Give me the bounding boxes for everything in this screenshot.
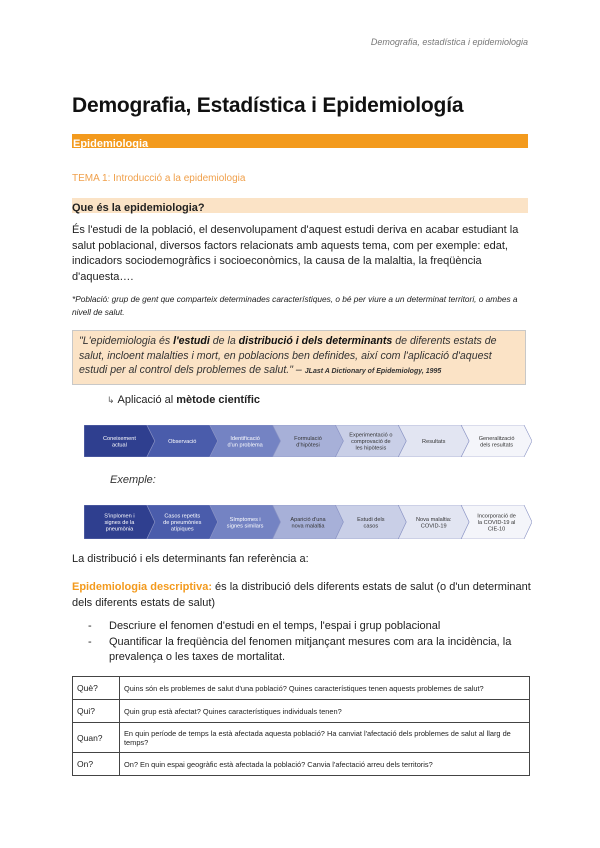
flow-step-label: Formulació d'hipòtesi — [294, 435, 322, 449]
definition-quote — [72, 330, 526, 385]
apl-text: Aplicació al — [117, 394, 177, 406]
list-item — [88, 619, 528, 635]
example-label: Exemple: — [110, 474, 156, 486]
flow-step-label: Resultats — [422, 439, 446, 445]
flow-step-label: Casos repetits de pneumònies atípiques — [163, 513, 202, 533]
return-arrow-icon: ↳ — [107, 395, 115, 405]
descriptive-text: és la distribució dels diferents estats de salut (o d'un determinant dels diferents estats de salut) — [72, 581, 531, 609]
flow-step-label: Estudi dels casos — [357, 516, 385, 530]
quote-text-2: de la — [209, 335, 239, 347]
intro-paragraph: És l'estudi de la població, el desenvolupament d'aquest estudi deriva en acabar estudiant la salut poblacional, diversos factors relacionats amb aquests tema, com per exemple: edat, indicadors sociodemogràfics i socioeconòmics, la causa de la malaltia, la freqüència d'aquesta…. — [72, 224, 519, 283]
flow-step-label: Identificació d'un problema — [227, 435, 263, 449]
apl-bold: mètode científic — [176, 394, 260, 406]
table-row — [73, 753, 530, 776]
example-flow — [84, 505, 532, 539]
document-title: Demografia, Estadística i Epidemiología — [72, 94, 464, 117]
section-heading-bar — [72, 134, 528, 148]
quote-bold-2: distribució i dels determinants — [238, 335, 393, 347]
table-key: Qui? — [73, 700, 120, 723]
bullet-text: Descriure el fenomen d'estudi en el temps, l'espai i grup poblacional — [109, 620, 441, 632]
flow-step-label: Generalització dels resultats — [478, 435, 515, 449]
running-header: Demografia, estadística i epidemiologia — [370, 37, 528, 47]
scientific-method-flow — [84, 425, 532, 457]
quote-source: JLast A Dictionary of Epidemiology, 1995 — [304, 368, 442, 375]
topic-heading: TEMA 1: Introducció a la epidemiologia — [72, 173, 246, 184]
flow-step-label: Símptomes i signes similars — [226, 516, 264, 530]
distribution-intro: La distribució i els determinants fan referència a: — [72, 553, 309, 565]
questions-table — [72, 676, 530, 776]
table-value: Quin grup està afectat? Quines característiques individuals tenen? — [120, 700, 530, 723]
table-row — [73, 677, 530, 700]
flow-step-label: Aparició d'una nova malaltia — [290, 516, 326, 530]
table-row — [73, 723, 530, 753]
list-item — [88, 635, 528, 666]
question-heading: Que és la epidemiologia? — [72, 202, 205, 214]
table-key: On? — [73, 753, 120, 776]
flow-step-label: Nova malaltia: COVID-19 — [415, 516, 452, 530]
table-row — [73, 700, 530, 723]
table-key: Quan? — [73, 723, 120, 753]
flow-step-label: Observació — [168, 439, 197, 445]
quote-text: "L'epidemiologia és — [79, 335, 174, 347]
descriptive-label: Epidemiologia descriptiva: — [72, 581, 212, 593]
bullet-list — [88, 619, 528, 666]
flow-step-label: Experimentació o comprovació de les hipòtesis — [349, 432, 393, 452]
table-value: Quins són els problemes de salut d'una població? Quines característiques tenen aquests problemes de salut? — [120, 677, 530, 700]
flow-step-label: Incorporació de la COVID-19 al CIE-10 — [477, 513, 516, 533]
table-value: En quin període de temps la està afectada aquesta població? Ha canviat l'afectació dels problemes de salut al llarg de temps? — [120, 723, 530, 753]
flow-step-label: S'inplomen i signes de la pneumònia — [104, 513, 135, 533]
table-value: On? En quin espai geogràfic està afectada la població? Canvia l'afectació arreu dels territoris? — [120, 753, 530, 776]
descriptive-epidemiology — [72, 580, 532, 611]
bullet-text: Quantificar la freqüència del fenomen mitjançant mesures com ara la incidència, la prevalença o les taxes de mortalitat. — [109, 635, 512, 663]
question-heading-bar — [72, 198, 528, 213]
flow-step-label: Coneixement actual — [102, 435, 136, 449]
bullet-dash: - — [88, 635, 92, 648]
scientific-method-heading — [107, 394, 260, 406]
section-heading: Epidemiologia — [73, 138, 149, 150]
footnote: *Població: grup de gent que comparteix determinades característiques, o bé per viure a un determinat territori, o ambes a nivell de salut. — [72, 294, 518, 317]
bullet-dash: - — [88, 620, 92, 632]
table-key: Què? — [73, 677, 120, 700]
quote-bold-1: l'estudi — [173, 335, 210, 347]
quote-text-3: de diferents estats de salut, incloent malalties i mort, en poblacions ben definides, així com l'aplicació d'aquest estudi per al control dels problemes de salut." – — [79, 335, 497, 376]
